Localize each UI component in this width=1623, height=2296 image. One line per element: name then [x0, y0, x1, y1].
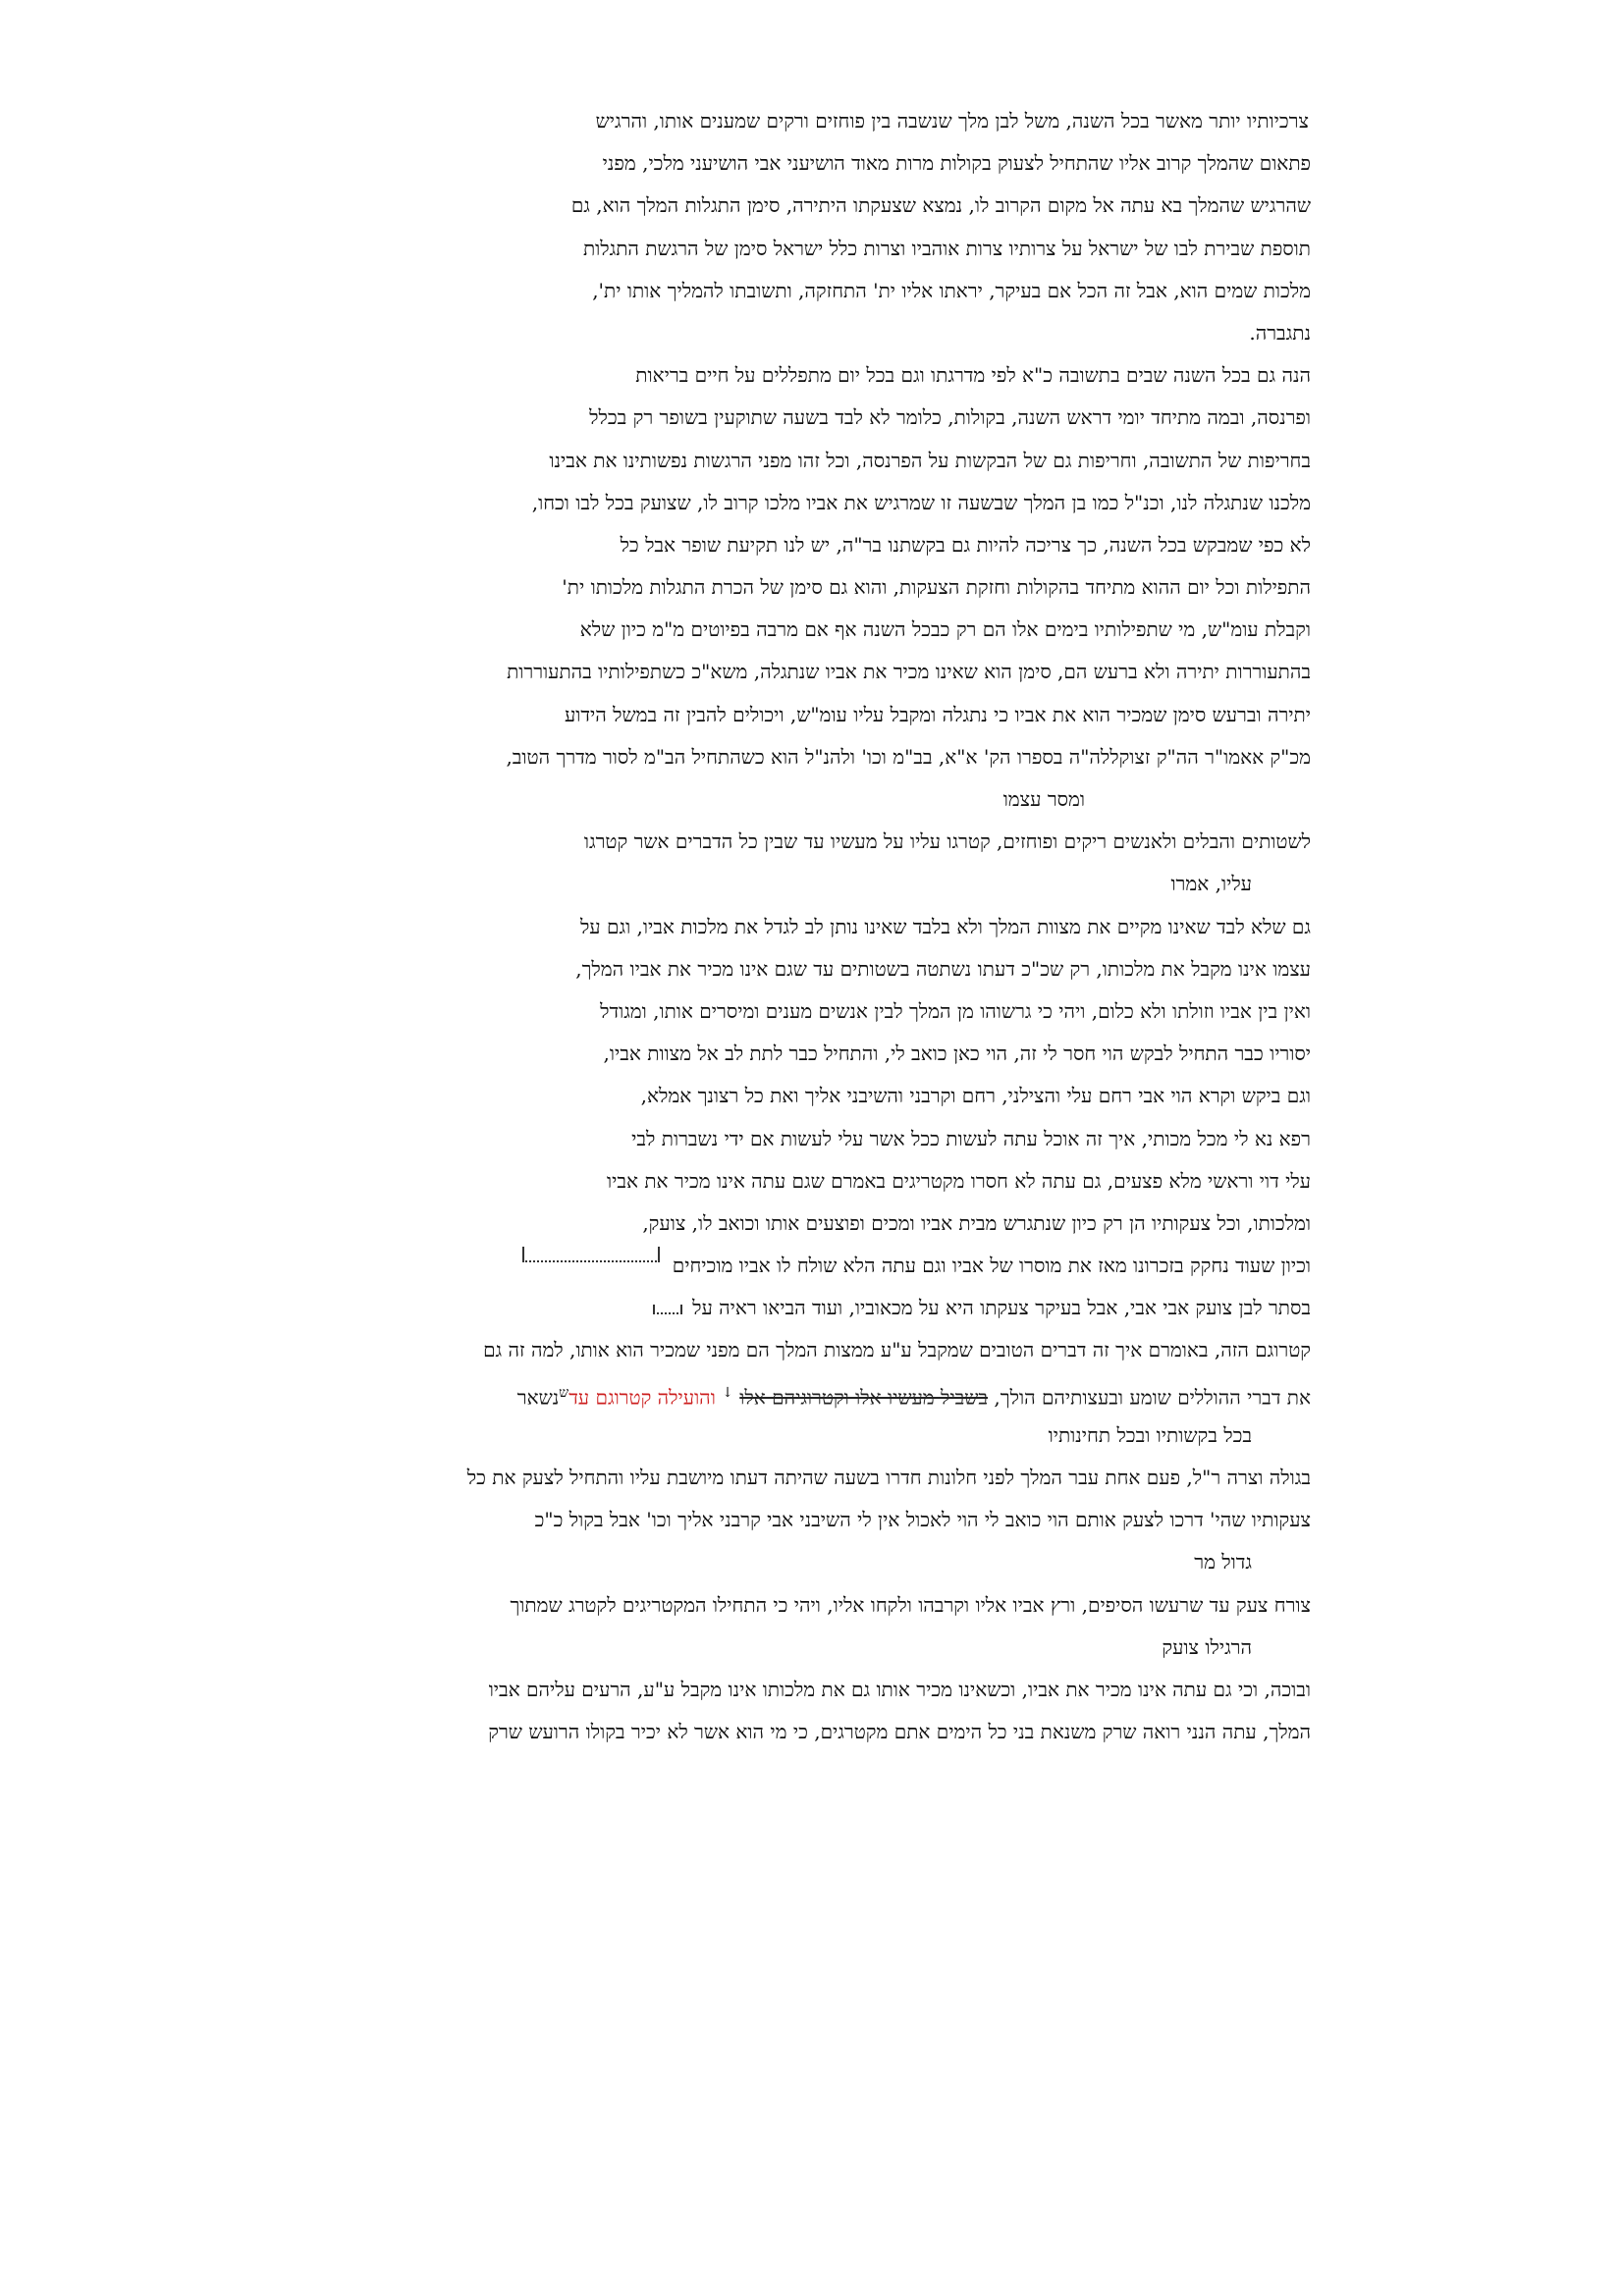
text-line: גדול מר [1194, 1550, 1252, 1575]
text-line: מלכנו שנתגלה לנו, וכנ"ל כמו בן המלך שבשעה זו שמרגיש את אביו מלכו קרוב לו, שצועק בכל לבו וכחו, [531, 490, 1311, 514]
text-line: צרכיותיו יותר מאשר בכל השנה, משל לבן מלך שנשבה בין פוחזים ורקים שמענים אותו, והרגיש [595, 109, 1309, 133]
text-line: יסוריו כבר התחיל לבקש הוי חסר לי זה, הוי כאן כואב לי, והתחיל כבר לתת לב אל מצוות אביו, [603, 1041, 1311, 1066]
text-line: בהתעוררות יתירה ולא ברעש הם, סימן הוא שאינו מכיר את אביו שנתגלה, משא"כ כשתפילותיו בהתעוררות [507, 660, 1311, 684]
text-line: ובוכה, וכי גם עתה אינו מכיר את אביו, וכשאינו מכיר אותו גם את מלכותו אינו מקבל ע"ע, הרעים עליהם אביו [488, 1677, 1311, 1701]
text-line: ומלכותו, וכל צעקותיו הן רק כיון שנתגרש מבית אביו ומכים ופוצעים אותו וכואב לו, צועק, [642, 1210, 1311, 1235]
text-line: גם שלא לבד שאינו מקיים את מצוות המלך ולא בלבד שאינו נותן לב לגדל את מלכות אביו, וגם על [579, 914, 1311, 938]
text-line [339, 1372, 1311, 1415]
text-line: לא כפי שמבקש בכל השנה, כך צריכה להיות גם בקשתנו בר"ה, יש לנו תקיעת שופר אבל כל [620, 532, 1311, 557]
text-line [339, 1287, 1311, 1329]
text-segment: נשאר [516, 1385, 560, 1410]
document-body [339, 100, 1311, 1753]
text-line: וקבלת עומ"ש, מי שתפילותיו בימים אלו הם רק כבכל השנה אף אם מרבה בפיוטים מ"מ כיון שלא [579, 617, 1311, 642]
text-line: ופרנסה, ובמה מתיחד יומי דראש השנה, בקולות, כלומר לא לבד בשעה שתוקעין בשופר רק בכלל [589, 405, 1311, 430]
inserted-red-text: והועילה קטרוגם עד [568, 1385, 716, 1410]
text-line: פתאום שהמלך קרוב אליו שהתחיל לצעוק בקולות מרות מאוד הושיעני אבי הושיעני מלכי, מפני [602, 151, 1311, 176]
text-line: מכ"ק אאמו"ר הה"ק זצוקללה"ה בספרו הק' א"א, בב"מ וכו' ולהנ"ל הוא כשהתחיל הב"מ לסור מדרך הטוב, [506, 744, 1311, 769]
insertion-arrow-icon: ↓ [722, 1384, 733, 1401]
text-line: הנה גם בכל השנה שבים בתשובה כ"א לפי מדרגתו וגם בכל יום מתפללים על חיים בריאות [635, 363, 1311, 388]
text-line [339, 1245, 1311, 1287]
text-line: קטרוגם הזה, באומרם איך זה דברים הטובים שמקבל ע"ע ממצות המלך הם מפני שמכיר הוא אותו, למה זה גם [483, 1338, 1311, 1362]
text-line: ואין בין אביו וזולתו ולא כלום, ויהי כי גרשוהו מן המלך לבין אנשים מענים ומיסרים אותו, ומגודל [600, 998, 1311, 1023]
deletion-bracket-mark [522, 1251, 660, 1262]
text-segment: בסתר לבן צועק אבי אבי, אבל בעיקר צעקתו היא על מכאוביו, ועוד הביאו ראיה על [692, 1296, 1311, 1320]
text-line: התפילות וכל יום ההוא מתיחד בהקולות וחזקת הצעקות, והוא גם סימן של הכרת התגלות מלכותו ית' [562, 575, 1311, 600]
text-line: רפא נא לי מכל מכותי, איך זה אוכל עתה לעשות ככל אשר עלי לעשות אם ידי נשברות לבי [631, 1126, 1311, 1150]
struck-text: בשביל מעשיו אלו וקטרוגיהם אלו [739, 1385, 989, 1410]
text-line: הרגילו צועק [1162, 1634, 1252, 1659]
text-line: המלך, עתה הנני רואה שרק משנאת בני כל הימים אתם מקטרגים, כי מי הוא אשר לא יכיר בקולו הרועש שרק [488, 1720, 1311, 1744]
text-line: וגם ביקש וקרא הוי אבי רחם עלי והצילני, רחם וקרבני והשיבני אליך ואת כל רצונך אמלא, [640, 1084, 1311, 1108]
text-line: מלכות שמים הוא, אבל זה הכל אם בעיקר, יראתו אליו ית' התחזקה, ותשובתו להמליך אותו ית', [592, 278, 1311, 302]
text-line: בגולה וצרה ר"ל, פעם אחת עבר המלך לפני חלונות חדרו בשעה שהיתה דעתו מיושבת עליו והתחיל לצעק את כל [466, 1466, 1311, 1489]
text-line: צורח צעק עד שרעשו הסיפים, ורץ אביו אליו וקרבהו ולקחו אליו, ויהי כי התחילו המקטריגים לקטרג שמתוך [510, 1592, 1311, 1617]
text-line: תוספת שבירת לבו של ישראל על צרותיו צרות אוהביו וצרות כלל ישראל סימן של הרגשת התגלות [582, 236, 1311, 260]
text-line: בחריפות של התשובה, וחריפות גם של הבקשות על הפרנסה, וכל זהו מפני הרגשות נפשותינו את אבינו [549, 448, 1311, 472]
text-line: נתגברה. [1249, 320, 1311, 345]
text-line: עליו, אמרו [1170, 872, 1252, 896]
text-line: ומסר עצמו [1002, 787, 1085, 811]
text-line: צעקותיו שהי' דרכו לצעק אותם הוי כואב לי הוי לאכול אין לי השיבני אבי קרבני אליך וכו' אבל בקול כ"כ [534, 1508, 1311, 1532]
text-line: עצמו אינו מקבל את מלכותו, רק שכ"כ דעתו נשתטה בשטותים עד שגם אינו מכיר את אביו המלך, [575, 956, 1311, 981]
text-line: לשטותים והבלים ולאנשים ריקים ופוחזים, קטרגו עליו על מעשיו עד שבין כל הדברים אשר קטרגו [583, 829, 1311, 854]
text-segment: וכיון שעוד נחקק בזכרונו מאז את מוסרו של אביו וגם עתה הלא שולח לו אביו מוכיחים [672, 1254, 1311, 1278]
insertion-bracket-mark [653, 1305, 682, 1314]
text-line: שהרגיש שהמלך בא עתה אל מקום הקרוב לו, נמצא שצעקתו היתירה, סימן התגלות המלך הוא, גם [570, 193, 1311, 218]
text-line: יתירה וברעש סימן שמכיר הוא את אביו כי נתגלה ומקבל עליו עומ"ש, ויכולים להבין זה במשל הידוע [564, 702, 1311, 726]
text-line: עלי דוי וראשי מלא פצעים, גם עתה לא חסרו מקטריגים באמרם שגם עתה אינו מכיר את אביו [606, 1168, 1311, 1193]
text-line: בכל בקשותיו ובכל תחינותיו [1048, 1422, 1252, 1447]
superscript-mark: ש [559, 1384, 569, 1401]
text-segment: את דברי ההוללים שומע ובעצותיהם הולך, [994, 1385, 1311, 1410]
